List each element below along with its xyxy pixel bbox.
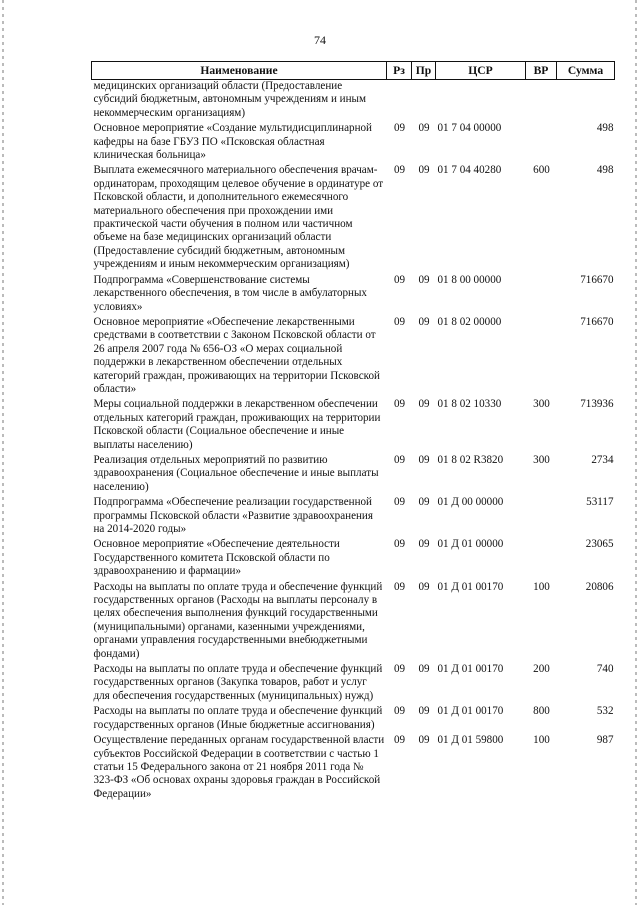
column-header-vr: ВР — [526, 62, 557, 80]
row-sum: 20806 — [585, 580, 614, 593]
column-header-name: Наименование — [92, 62, 387, 80]
scan-edge-right — [635, 0, 637, 905]
row-sum: 2734 — [591, 453, 614, 466]
row-vr — [526, 538, 557, 580]
table-row — [92, 538, 615, 580]
row-rz: 09 — [393, 705, 406, 718]
row-pr: 09 — [418, 734, 430, 747]
row-rz: 09 — [393, 273, 406, 286]
row-rz: 09 — [393, 663, 406, 676]
row-sum: 532 — [596, 705, 614, 718]
row-pr: 09 — [418, 705, 430, 718]
row-rz: 09 — [393, 164, 406, 177]
row-vr: 300 — [533, 398, 550, 411]
row-pr: 09 — [418, 164, 430, 177]
row-name: Выплата ежемесячного материального обеспечения врачам-ординаторам, проходящим целевое обучение в ординатуре от Псковской области, и дополнительного ежемесячного материального обеспечения при прохождении ими практической части обучения в полном или частичном объеме на базе медицинских организаций области (Предоставление субсидий бюджетным, автономным учреждениям и иным некоммерческим организациям) — [93, 164, 384, 271]
row-vr: 300 — [533, 453, 550, 466]
row-name: Подпрограмма «Обеспечение реализации государственной программы Псковской области «Развитие здравоохранения на 2014-2020 годы» — [93, 496, 373, 535]
row-sum: 23065 — [585, 538, 614, 551]
column-header-sum: Сумма — [557, 62, 615, 80]
column-header-csr: ЦСР — [436, 62, 526, 80]
scan-edge-left — [2, 0, 4, 905]
row-csr: 01 7 04 40280 — [437, 164, 502, 177]
column-header-pr: Пр — [412, 62, 436, 80]
row-pr: 09 — [418, 496, 430, 509]
row-sum: 53117 — [586, 496, 614, 509]
row-name: Подпрограмма «Совершенствование системы лекарственного обеспечения, в том числе в амбулаторных условиях» — [93, 273, 367, 313]
row-vr: 600 — [533, 164, 550, 177]
row-name: Осуществление переданных органам государственной власти субъектов Российской Федерации в соответствии с частью 1 статьи 15 Федерального закона от 21 ноября 2011 года № 323-ФЗ «Об основах охраны здоровья граждан в Российской Федерации» — [93, 734, 385, 800]
row-pr: 09 — [418, 398, 430, 411]
row-rz: 09 — [393, 453, 406, 466]
table-row — [92, 663, 615, 705]
row-sum: 716670 — [580, 315, 614, 328]
table-row — [92, 316, 615, 398]
table-row-continuation — [92, 80, 615, 123]
row-pr: 09 — [418, 663, 430, 676]
row-name: Меры социальной поддержки в лекарственном обеспечении отдельных категорий граждан, проживающих на территории Псковской области (Социальное обеспечение и иные выплаты населению) — [93, 398, 381, 451]
continuation-text: медицинских организаций области (Предоставление субсидий бюджетным, автономным учреждениям и иным некоммерческим организациям) — [93, 80, 367, 119]
table-row — [92, 398, 615, 454]
row-pr: 09 — [418, 538, 430, 551]
table-row — [92, 454, 615, 496]
row-sum: 713936 — [580, 398, 614, 411]
page-number: 74 — [314, 33, 326, 47]
row-vr: 100 — [533, 734, 550, 747]
row-sum: 498 — [596, 164, 614, 177]
row-csr: 01 8 02 10330 — [437, 398, 502, 411]
row-rz: 09 — [393, 580, 406, 593]
row-csr: 01 Д 00 00000 — [437, 496, 504, 509]
row-pr: 09 — [418, 273, 430, 286]
row-csr: 01 8 02 R3820 — [437, 453, 504, 466]
row-vr: 800 — [533, 705, 550, 718]
row-rz: 09 — [393, 496, 406, 509]
table-row — [92, 122, 615, 164]
row-rz: 09 — [393, 398, 406, 411]
row-pr: 09 — [418, 453, 430, 466]
row-csr: 01 Д 01 59800 — [437, 734, 504, 747]
row-csr: 01 Д 01 00170 — [437, 663, 504, 676]
row-vr — [526, 496, 557, 538]
row-name: Реализация отдельных мероприятий по развитию здравоохранения (Социальное обеспечение и иные выплаты населению) — [93, 453, 379, 493]
row-vr: 200 — [533, 663, 550, 676]
row-sum: 987 — [596, 734, 614, 747]
row-pr: 09 — [418, 315, 430, 328]
row-vr — [526, 122, 557, 164]
row-sum: 740 — [596, 663, 614, 676]
row-name: Основное мероприятие «Создание мультидисциплинарной кафедры на базе ГБУЗ ПО «Псковская областная клиническая больница» — [93, 122, 372, 162]
table-row — [92, 734, 615, 803]
row-vr — [526, 316, 557, 398]
row-name: Расходы на выплаты по оплате труда и обеспечение функций государственных органов (Расходы на выплаты персоналу в целях обеспечения выполнения функций государственными (муниципальными) органами, казенными учреждениями, органами управления государственными внебюджетными фондами) — [93, 580, 383, 660]
table-header-row — [92, 62, 615, 80]
row-csr: 01 Д 01 00000 — [437, 538, 504, 551]
table-row — [92, 705, 615, 734]
row-rz: 09 — [393, 734, 406, 747]
row-csr: 01 Д 01 00170 — [437, 705, 504, 718]
row-name: Расходы на выплаты по оплате труда и обеспечение функций государственных органов (Иные бюджетные ассигнования) — [93, 705, 383, 731]
row-name: Расходы на выплаты по оплате труда и обеспечение функций государственных органов (Закупка товаров, работ и услуг для обеспечения государственных (муниципальных) нужд) — [93, 663, 383, 702]
row-sum: 498 — [596, 122, 614, 135]
row-rz: 09 — [393, 315, 406, 328]
row-csr: 01 7 04 00000 — [437, 122, 502, 135]
row-pr: 09 — [418, 122, 430, 135]
row-sum: 716670 — [580, 273, 614, 286]
column-header-rz: Рз — [387, 62, 412, 80]
table-row — [92, 164, 615, 273]
row-rz: 09 — [393, 122, 406, 135]
table-row — [92, 496, 615, 538]
row-rz: 09 — [393, 538, 406, 551]
row-csr: 01 8 02 00000 — [437, 315, 502, 328]
table-row — [92, 581, 615, 663]
row-name: Основное мероприятие «Обеспечение деятельности Государственного комитета Псковской области по здравоохранению и фармации» — [93, 538, 340, 578]
row-csr: 01 8 00 00000 — [437, 273, 502, 286]
budget-table — [91, 61, 615, 803]
row-name: Основное мероприятие «Обеспечение лекарственными средствами в соответствии с Законом Псковской области от 26 апреля 2007 года № 656-ОЗ «О мерах социальной поддержки в лекарственном обеспечении отдельных категорий граждан, проживающих на территории Псковской области» — [93, 315, 380, 395]
table-row — [92, 274, 615, 316]
row-pr: 09 — [418, 580, 430, 593]
row-vr — [526, 274, 557, 316]
row-csr: 01 Д 01 00170 — [437, 580, 504, 593]
row-vr: 100 — [533, 580, 550, 593]
